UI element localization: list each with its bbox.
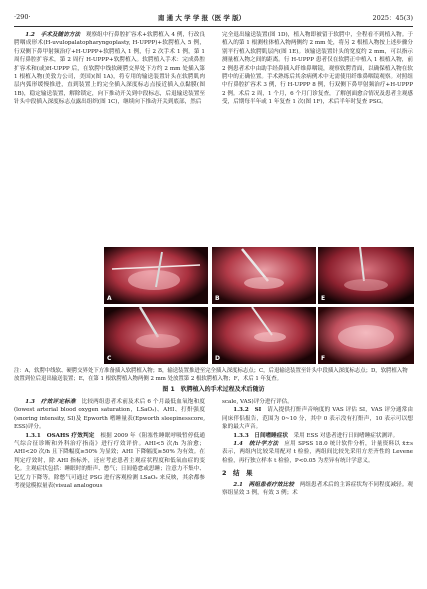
section-heading-1-2: 1.2 手术及随访方法 bbox=[25, 32, 81, 38]
section-heading-1-3-3: 1.3.3 日间嗜睡症状 bbox=[233, 432, 288, 439]
surgery-figure-right bbox=[316, 247, 416, 365]
paragraph-vas: scale, VAS)评分进行评估。 bbox=[222, 399, 293, 405]
figure-panel-e bbox=[318, 247, 414, 304]
figure-panel-d bbox=[212, 307, 316, 364]
section-heading-2-1: 2.1 两组患者疗效比较 bbox=[233, 481, 295, 488]
section-heading-1-3-1: 1.3.1 OSAHS 疗效判定 bbox=[25, 432, 95, 439]
paragraph-results: 两组患者术后的主诉症状均不同程度减轻。观察组显效 3 例，有效 3 例；术 bbox=[222, 481, 413, 497]
journal-title: 南 通 大 学 学 报（医 学 版） bbox=[157, 13, 246, 22]
section-heading-1-3-2: 1.3.2 SI bbox=[233, 407, 262, 414]
issue-info: 2025：45(3) bbox=[372, 13, 413, 22]
panel-label-d: D bbox=[215, 355, 220, 362]
left-column-bottom bbox=[14, 398, 205, 490]
figure-caption: 注：A，软腭中线软、硬腭交界处下方准备插入软腭植入物；B，输送装置推进至完全插入深度标志点；C，后退输送装置至针头中段插入深度标志点；D，软腭植入物放置到位后退出输送装置；E，在第 1 根软腭植入物两侧 2 mm 处放置第 2 根软腭植入物；F，术后 1 年复查。 bbox=[14, 368, 408, 382]
paragraph-methods: 观察组中行鼻腔扩容术+软腭植入 4 例，行改良腭咽成形术(H-uvulopalatopharyngoplasty, H-UPPP)+软腭植入 5 例，行双侧下鼻甲射频治疗+H-UPPP+软腭植入 1 例，行 2 次手术 1 例，第 1 周行鼻腔扩容术，第 2 周行 H-UPPP+软腭植入。软腭植入手术：完成鼻腔扩容术和(或)H-UPPP 后，在软腭中线软硬腭交界处下方约 2 mm 处插入第 1 根植入物(美敦力公司，美国)(图 1A)，将专用的输送装置针头在软腭肌肉层内弧形缓慢推进，直到装置上的完全插入深度标志点接近插入点黏膜(图 1B)，稳定输送装置，解除锁定，向下推动开关到中段标志，后退输送装置至针头中段插入深度标志点露出组织(图 1C)，继续向下推动开关到底部，然后 bbox=[14, 32, 205, 106]
panel-label-f: F bbox=[321, 355, 326, 362]
figure-panel-b bbox=[212, 247, 316, 304]
figure-panel-a bbox=[104, 247, 208, 304]
section-heading-1-4: 1.4 统计学方法 bbox=[233, 441, 279, 448]
paragraph-ess: 采用 ESS 对患者进行日间嗜睡症状测评。 bbox=[293, 432, 399, 439]
paragraph-efficacy: 根据 2009 年《阻塞性睡眠呼吸暂停低通气综合征诊断和外科治疗指南》进行疗效评价。AHI<5 次/h 为治愈；AHI<20 次/h 且下降幅度≥50% 为显效；AHI 下降幅度≥50% 为有效。在判定疗效时，除 AHI 指标外，还应考虑患者主观症状程度和低氧血症的变化。主观症状包括：睡眠时的鼾声、憋气；日间倦怠或思睡；注意力不集中、记忆力下降等。除憋气可通过 PSG 进行客观检测 LSaO₂ 来反映，其余都参考视觉模拟量表(visual analogous bbox=[14, 432, 205, 490]
panel-label-a: A bbox=[107, 295, 112, 302]
header-rule bbox=[14, 26, 413, 27]
right-column-top bbox=[222, 31, 413, 107]
figure-panel-f bbox=[318, 307, 414, 364]
page-header bbox=[14, 10, 413, 24]
panel-label-c: C bbox=[107, 355, 112, 362]
section-heading-1-3: 1.3 疗效评定标准 bbox=[25, 399, 76, 405]
paragraph-criteria: 比较两组患者术前及术后 6 个月最低血氧饱和度(lowest arterial blood oxygen saturation，LSaO₂)、AHI、打鼾强度(snoring intensity, SI)及 Epworth 嗜睡量表(Epworth sleepinesscore, ESS)评分。 bbox=[14, 399, 205, 431]
paragraph-si: 请入提供打鼾声音响度的 VAS 评估 SI，VAS 评分通常由同床伴侣报告，范围为 0~10 分，其中 0 表示没有打鼾声，10 表示可以想象的最大声音。 bbox=[222, 407, 413, 431]
paragraph-methods-cont: 完全退出输送装置(图 1D)，植入物即被留于软腭中，全程看不到植入物。于植入的第 1 根测柱体植入物两侧约 2 mm 处，将另 2 根植入物按上述步骤分别平行植入软腭肌层内(图 1E)。该输送装置针头的宽度约 2 mm，可以指示测量植入物之间的距离。行 H-UPPP 患者仅在软腭正中植入 1 根植入物，前 2 例患者术中由助手经鼻插入纤维鼻咽镜，观察软腭背面，以确保植入物在软腭中的正确位置。手术熟练后其余病例术中无需使用纤维鼻咽镜观察。对照组中行鼻腔扩容术 3 例，行 H-UPPP 8 例，行双侧下鼻甲射频治疗+H-UPPP 2 例。术后 2 周，1 个月，6 个月门诊复查，了解创面愈合情况及患者主观感受，后期每半年或 1 年复查 1 次(图 1F)，术后半年时复查 PSG。 bbox=[222, 32, 413, 106]
section-heading-results: 2 结 果 bbox=[222, 469, 253, 478]
surgery-figure bbox=[104, 247, 316, 365]
paragraph-stats: 应用 SPSS 18.0 统计软件分析，计量资料以 x̄±s 表示，两组内比较采用配对 t 检验，两组间比较先采用方差齐性的 Levene 检验，再行独立样本 t 检验，P<0.05 为差异有统计学意义。 bbox=[222, 441, 413, 464]
page-number: ·290· bbox=[14, 13, 31, 21]
figure-panel-c bbox=[104, 307, 208, 364]
figure-title: 图 1 软腭植入的手术过程及术后随访 bbox=[162, 386, 265, 393]
right-column-bottom bbox=[222, 398, 413, 497]
panel-label-b: B bbox=[215, 295, 220, 302]
left-column-top bbox=[14, 31, 205, 107]
panel-label-e: E bbox=[321, 295, 326, 302]
